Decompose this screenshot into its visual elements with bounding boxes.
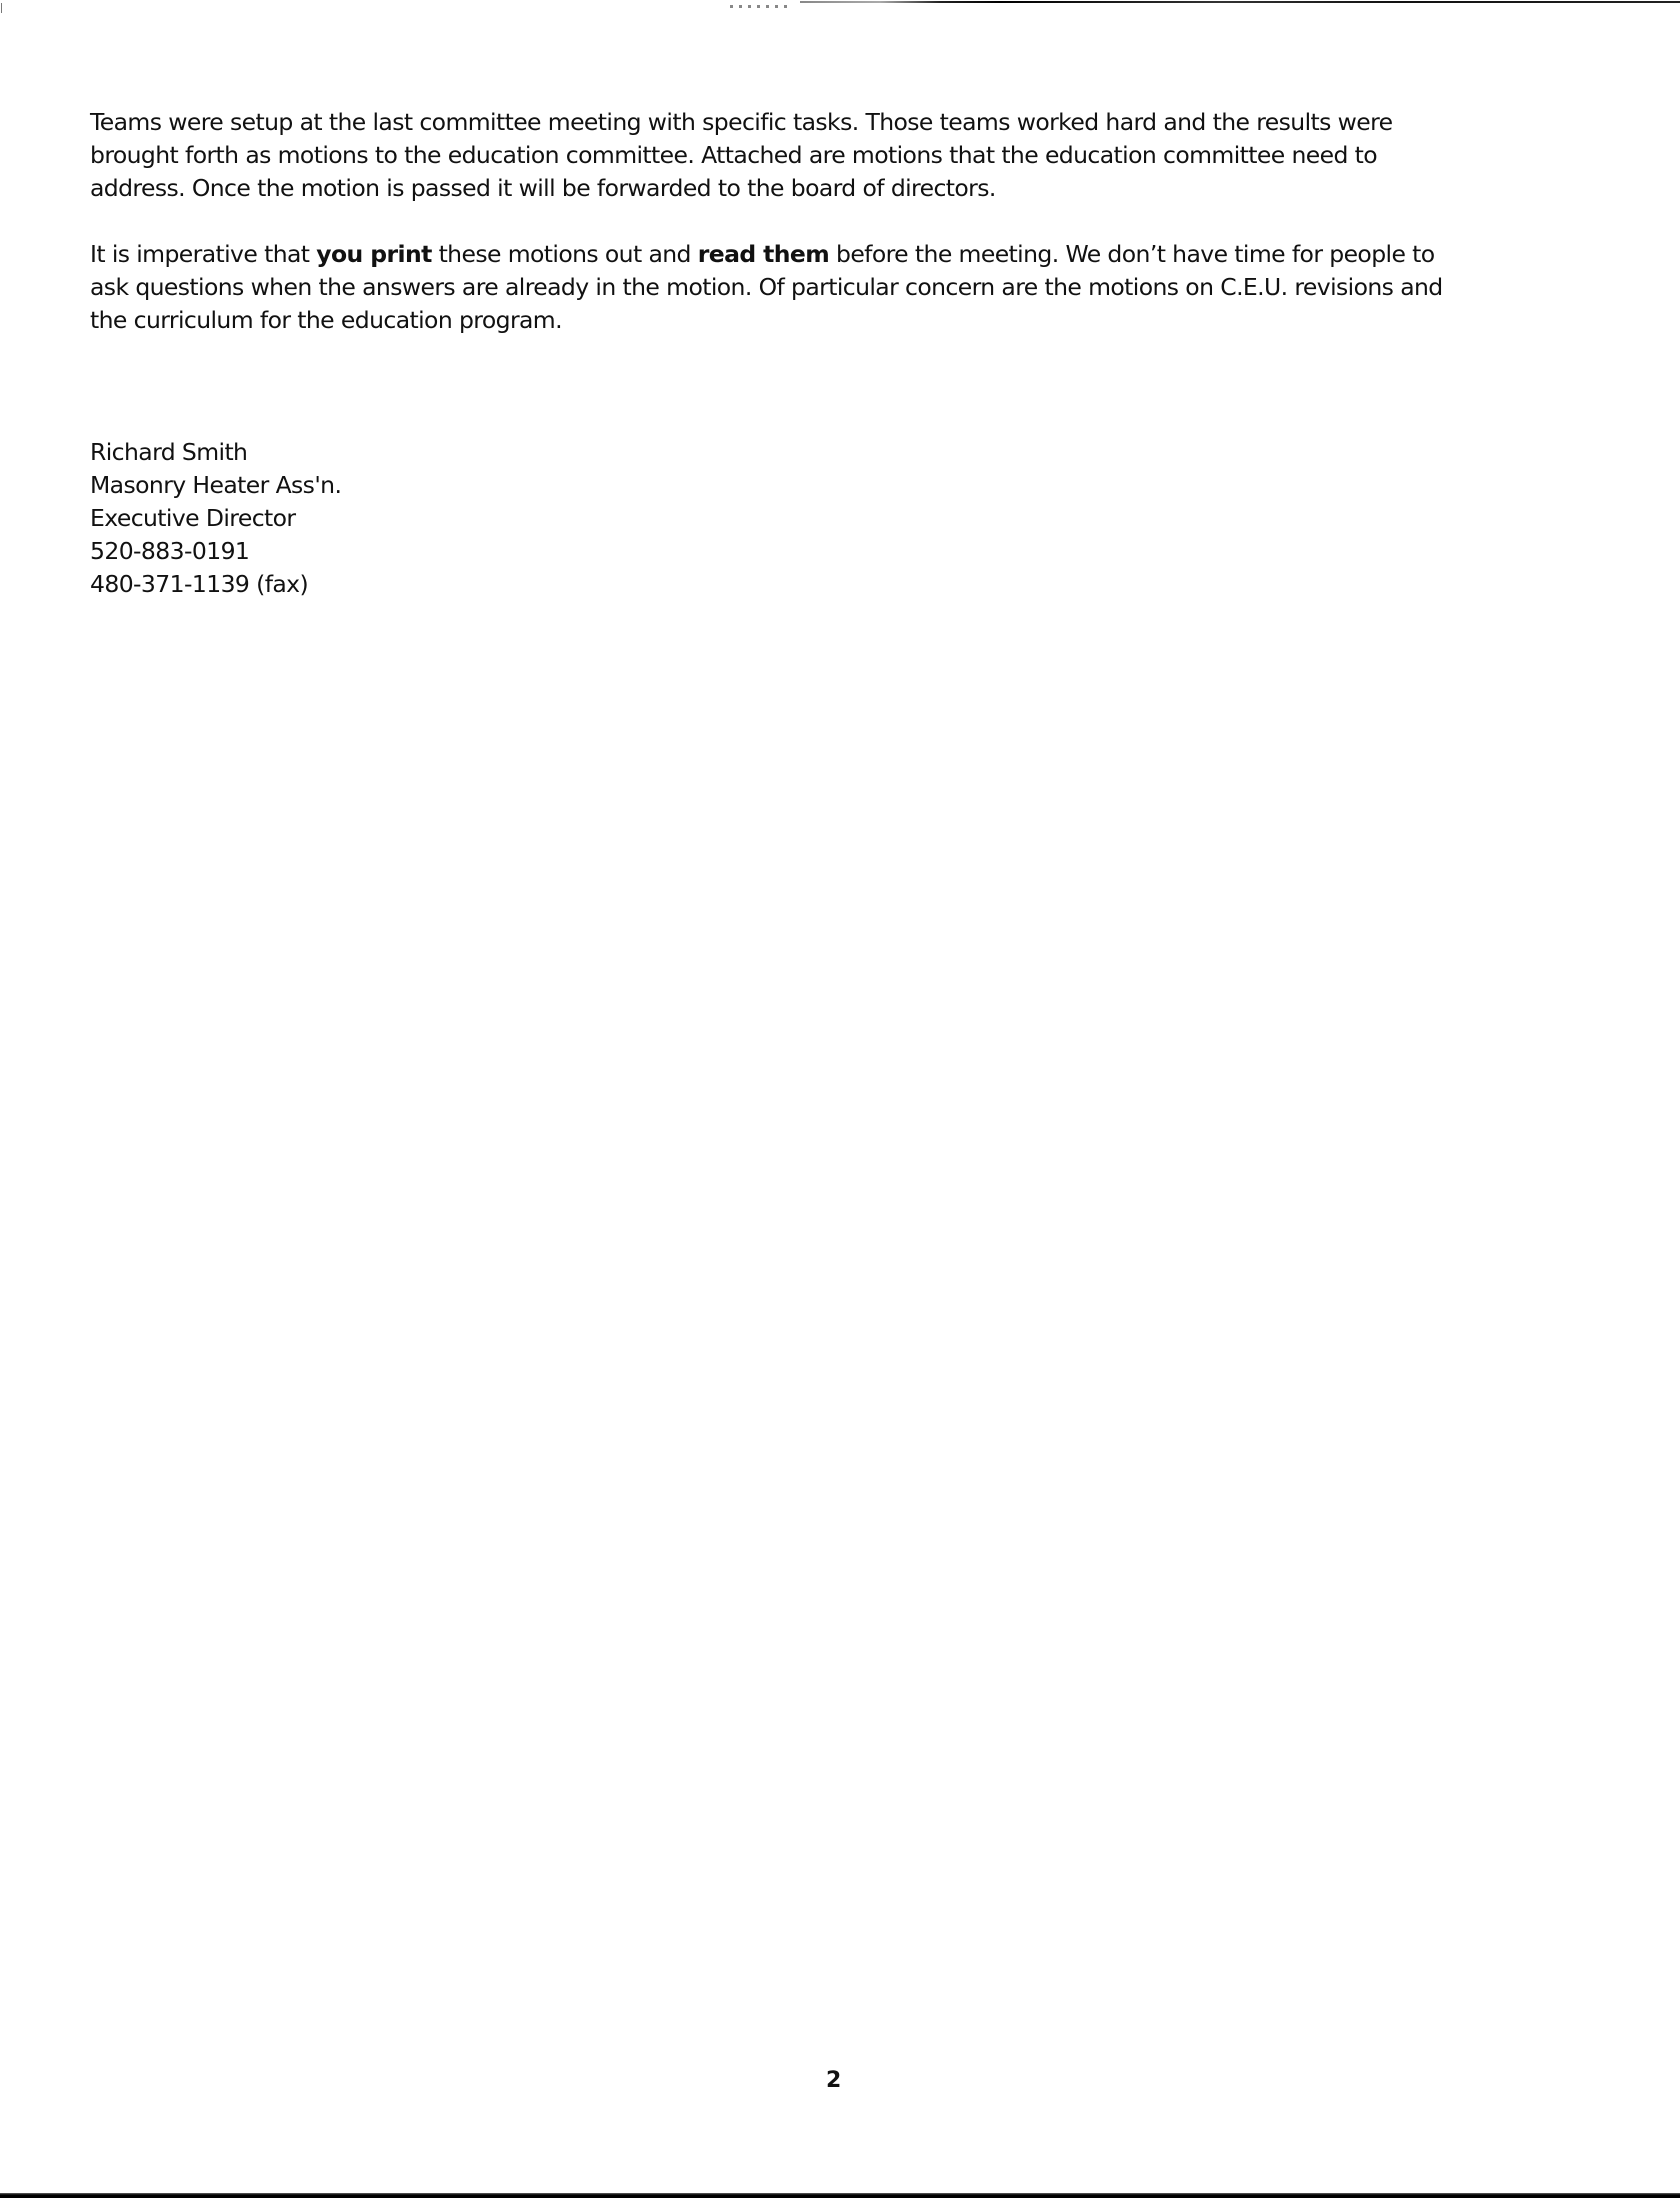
scan-artifact-bottom-line: [0, 2193, 1680, 2198]
signature-organization: Masonry Heater Ass'n.: [90, 471, 342, 499]
text-run: It is imperative that: [90, 240, 317, 268]
letter-body: [90, 106, 1590, 601]
signature-title: Executive Director: [90, 504, 296, 532]
page-number: 2: [826, 2068, 842, 2093]
signature-fax: 480-371-1139 (fax): [90, 570, 309, 598]
text-line: [90, 238, 1590, 271]
signature-phone: 520-883-0191: [90, 537, 250, 565]
signature-block: [90, 436, 1590, 601]
text-line: brought forth as motions to the education committee. Attached are motions that the education committee need to: [90, 141, 1378, 169]
text-run: these motions out and: [431, 240, 698, 268]
emphasis-read-them: read them: [697, 240, 830, 268]
paragraph-imperative: [90, 238, 1590, 337]
scan-artifact-top-line: [800, 1, 1680, 3]
text-line: Teams were setup at the last committee meeting with specific tasks. Those teams worked hard and the results were: [90, 108, 1393, 136]
text-line: address. Once the motion is passed it will be forwarded to the board of directors.: [90, 174, 996, 202]
signature-name: Richard Smith: [90, 438, 248, 466]
scan-artifact-left: [1, 3, 2, 13]
text-line: ask questions when the answers are already in the motion. Of particular concern are the motions on C.E.U. revisions and: [90, 273, 1443, 301]
scan-artifact-top-marks: [730, 5, 790, 8]
emphasis-you-print: you print: [316, 240, 432, 268]
text-line: the curriculum for the education program.: [90, 306, 562, 334]
paragraph-teams: [90, 106, 1590, 205]
text-run: before the meeting. We don’t have time for people to: [829, 240, 1435, 268]
